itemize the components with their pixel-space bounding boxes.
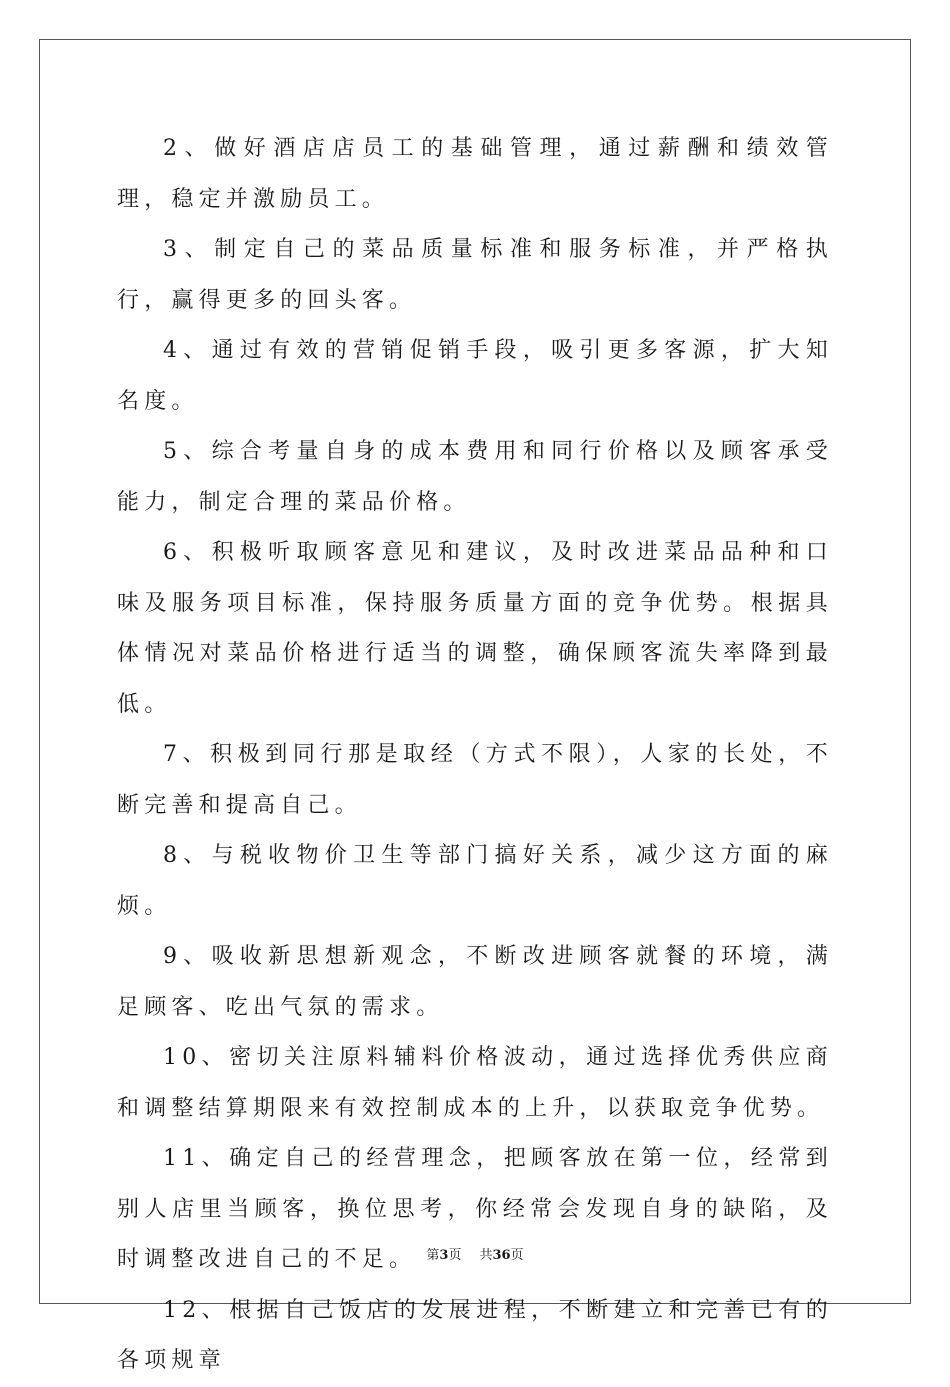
page-number: 3 xyxy=(439,1248,449,1263)
paragraph-item-4: 4、通过有效的营销促销手段，吸引更多客源，扩大知名度。 xyxy=(117,338,833,414)
paragraph-item-10: 10、密切关注原料辅料价格波动，通过选择优秀供应商和调整结算期限来有效控制成本的上升，以获取竞争优势。 xyxy=(117,1045,833,1121)
page-label-prefix: 第 xyxy=(426,1248,440,1263)
page-footer xyxy=(0,1246,950,1266)
page-label-suffix: 页 xyxy=(448,1248,462,1263)
paragraph-item-6: 6、积极听取顾客意见和建议，及时改进菜品品种和口味及服务项目标准，保持服务质量方面的竞争优势。根据具体情况对菜品价格进行适当的调整，确保顾客流失率降到最低。 xyxy=(117,540,833,717)
total-label-prefix: 共 xyxy=(479,1248,493,1263)
paragraph-item-5: 5、综合考量自身的成本费用和同行价格以及顾客承受能力，制定合理的菜品价格。 xyxy=(117,439,833,515)
paragraph-item-8: 8、与税收物价卫生等部门搞好关系，减少这方面的麻烦。 xyxy=(117,843,833,919)
paragraph-item-2: 2、做好酒店店员工的基础管理，通过薪酬和绩效管理，稳定并激励员工。 xyxy=(117,136,833,212)
paragraph-item-3: 3、制定自己的菜品质量标准和服务标准，并严格执行，赢得更多的回头客。 xyxy=(117,237,833,313)
paragraph-item-12: 12、根据自己饭店的发展进程，不断建立和完善已有的各项规章 xyxy=(117,1297,833,1373)
total-pages: 36 xyxy=(492,1248,511,1263)
document-body xyxy=(117,124,833,1387)
paragraph-item-7: 7、积极到同行那是取经（方式不限），人家的长处，不断完善和提高自己。 xyxy=(117,742,833,818)
total-label-suffix: 页 xyxy=(510,1248,524,1263)
paragraph-item-11: 11、确定自己的经营理念，把顾客放在第一位，经常到别人店里当顾客，换位思考，你经常会发现自身的缺陷，及时调整改进自己的不足。 xyxy=(117,1146,833,1272)
paragraph-item-9: 9、吸收新思想新观念，不断改进顾客就餐的环境，满足顾客、吃出气氛的需求。 xyxy=(117,944,833,1020)
